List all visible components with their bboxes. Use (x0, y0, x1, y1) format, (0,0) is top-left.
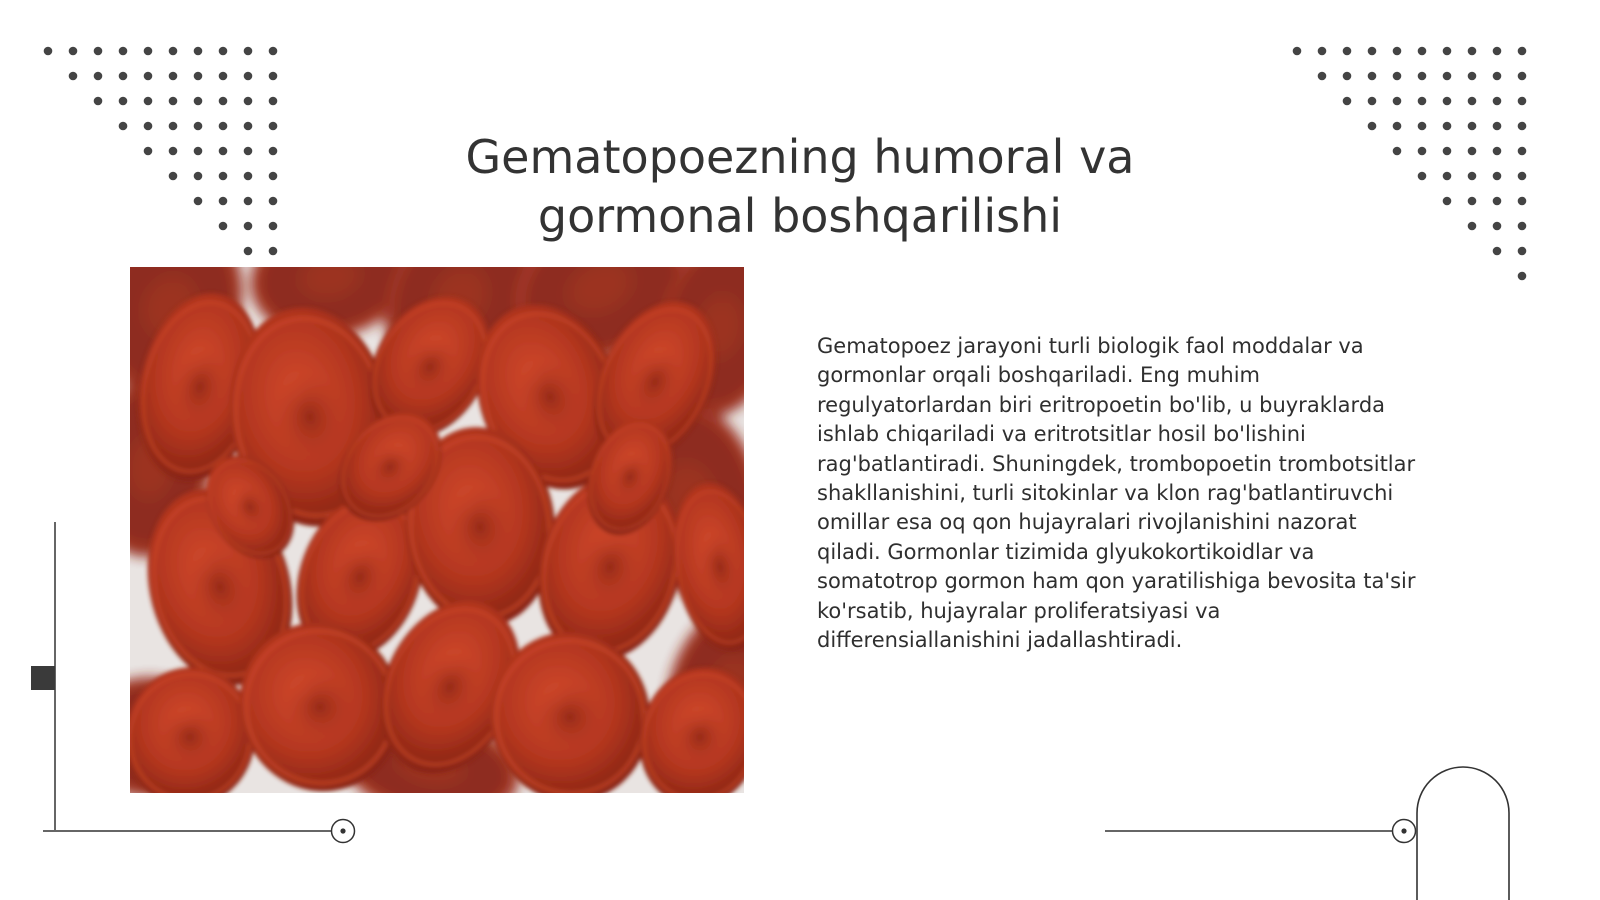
decor-dot (219, 172, 228, 181)
decor-dot (1418, 147, 1427, 156)
decor-dot (244, 147, 253, 156)
decor-dot (1493, 172, 1502, 181)
decor-dot (1443, 122, 1452, 131)
decor-dot (1493, 122, 1502, 131)
decor-dot (269, 147, 278, 156)
decor-dot (1518, 222, 1527, 231)
decor-dot (1318, 47, 1327, 56)
decor-dot (69, 47, 78, 56)
slide-body-text: Gematopoez jarayoni turli biologik faol moddalar va gormonlar orqali boshqariladi. Eng muhim regulyatorlardan biri eritropoetin bo'lib, u buyraklarda ishlab chiqariladi va eritrotsitlar hosil bo'lishini rag'batlantiradi. Shuningdek, trombopoetin trombotsitlar shakllanishini, turli sitokinlar va klon rag'batlantiruvchi omillar esa oq qon hujayralari rivojlanishini nazorat qiladi. Gormonlar tizimida glyukokortikoidlar va somatotrop gormon ham qon yaratilishiga bevosita ta'sir ko'rsatib, hujayralar proliferatsiyasi va differensiallanishini jadallashtiradi. (817, 334, 1416, 653)
decor-dot (269, 172, 278, 181)
decor-dot (219, 197, 228, 206)
decor-dot (169, 172, 178, 181)
decor-dot (194, 47, 203, 56)
decor-dot (94, 97, 103, 106)
red-blood-cells-image (130, 267, 744, 793)
decor-dot (269, 72, 278, 81)
decor-dot (219, 122, 228, 131)
decor-dot (144, 72, 153, 81)
decor-dot (1343, 72, 1352, 81)
decor-dot (194, 147, 203, 156)
decor-dot (269, 97, 278, 106)
decor-dot (1443, 197, 1452, 206)
decor-dot (1368, 72, 1377, 81)
decor-dot (269, 47, 278, 56)
decor-dot (144, 47, 153, 56)
decor-dot (219, 72, 228, 81)
decor-dot (1468, 97, 1477, 106)
decor-dot (1368, 97, 1377, 106)
decor-dot (44, 47, 53, 56)
decor-dot (269, 122, 278, 131)
decor-dot (1493, 222, 1502, 231)
decor-dot (69, 72, 78, 81)
top-left-dot-triangle (44, 47, 278, 256)
decor-dot (1418, 97, 1427, 106)
decor-dot (244, 97, 253, 106)
decor-dot (219, 47, 228, 56)
decor-dot (94, 47, 103, 56)
decor-dot (194, 197, 203, 206)
decor-dot (119, 97, 128, 106)
top-right-dot-triangle (1293, 47, 1527, 281)
decor-dot (144, 122, 153, 131)
decor-dot (1393, 47, 1402, 56)
decor-dot (1418, 122, 1427, 131)
decor-dot (1518, 147, 1527, 156)
decor-dot (1443, 72, 1452, 81)
decor-dot (169, 147, 178, 156)
decor-dot (1318, 72, 1327, 81)
decor-dot (1493, 197, 1502, 206)
decor-dot (219, 97, 228, 106)
decor-dot (1493, 147, 1502, 156)
decor-dot (1418, 72, 1427, 81)
decor-dot (1468, 172, 1477, 181)
decor-dot (244, 72, 253, 81)
decor-dot (194, 72, 203, 81)
decor-dot (1518, 72, 1527, 81)
decor-dot (1293, 47, 1302, 56)
decor-dot (169, 122, 178, 131)
decor-dot (1393, 97, 1402, 106)
decor-dot (119, 72, 128, 81)
decor-dot (219, 147, 228, 156)
decor-dot (1393, 122, 1402, 131)
decor-dot (244, 222, 253, 231)
decor-dot (269, 247, 278, 256)
decor-dot (269, 222, 278, 231)
decor-dot (1443, 97, 1452, 106)
decor-dot (1493, 72, 1502, 81)
decor-dot (1368, 122, 1377, 131)
decor-dot (1493, 97, 1502, 106)
decor-dot (94, 72, 103, 81)
decor-dot (219, 222, 228, 231)
decor-dot (169, 97, 178, 106)
decor-dot (194, 172, 203, 181)
decor-dot (1518, 47, 1527, 56)
decor-dot (1468, 122, 1477, 131)
decor-dot (1468, 72, 1477, 81)
decor-dot (169, 72, 178, 81)
decor-dot (269, 197, 278, 206)
decor-dot (244, 197, 253, 206)
decor-dot (1393, 147, 1402, 156)
decor-dot (1418, 172, 1427, 181)
decor-dot (194, 97, 203, 106)
decor-dot (119, 47, 128, 56)
decor-dot (1518, 247, 1527, 256)
decor-dot (1518, 272, 1527, 281)
decor-dot (1343, 97, 1352, 106)
slide-title: Gematopoezning humoral va gormonal boshqarilishi (465, 130, 1135, 243)
decor-dot (1468, 222, 1477, 231)
decor-dot (1518, 122, 1527, 131)
decor-dot (1393, 72, 1402, 81)
decor-dot (1493, 47, 1502, 56)
decor-dot (194, 122, 203, 131)
decor-dot (1443, 147, 1452, 156)
decor-dot (1518, 172, 1527, 181)
decor-dot (1468, 47, 1477, 56)
decor-dot (1493, 247, 1502, 256)
decor-dot (169, 47, 178, 56)
decor-dot (1518, 97, 1527, 106)
decor-dot (1443, 172, 1452, 181)
decor-dot (1443, 47, 1452, 56)
decor-dot (244, 247, 253, 256)
decor-dot (1418, 47, 1427, 56)
decor-dot (1468, 197, 1477, 206)
decor-dot (1468, 147, 1477, 156)
decor-dot (244, 47, 253, 56)
decor-dot (1368, 47, 1377, 56)
decor-dot (144, 97, 153, 106)
decor-dot (244, 122, 253, 131)
decor-dot (1343, 47, 1352, 56)
decor-dot (144, 147, 153, 156)
decor-dot (119, 122, 128, 131)
decor-dot (244, 172, 253, 181)
decor-dot (1518, 197, 1527, 206)
